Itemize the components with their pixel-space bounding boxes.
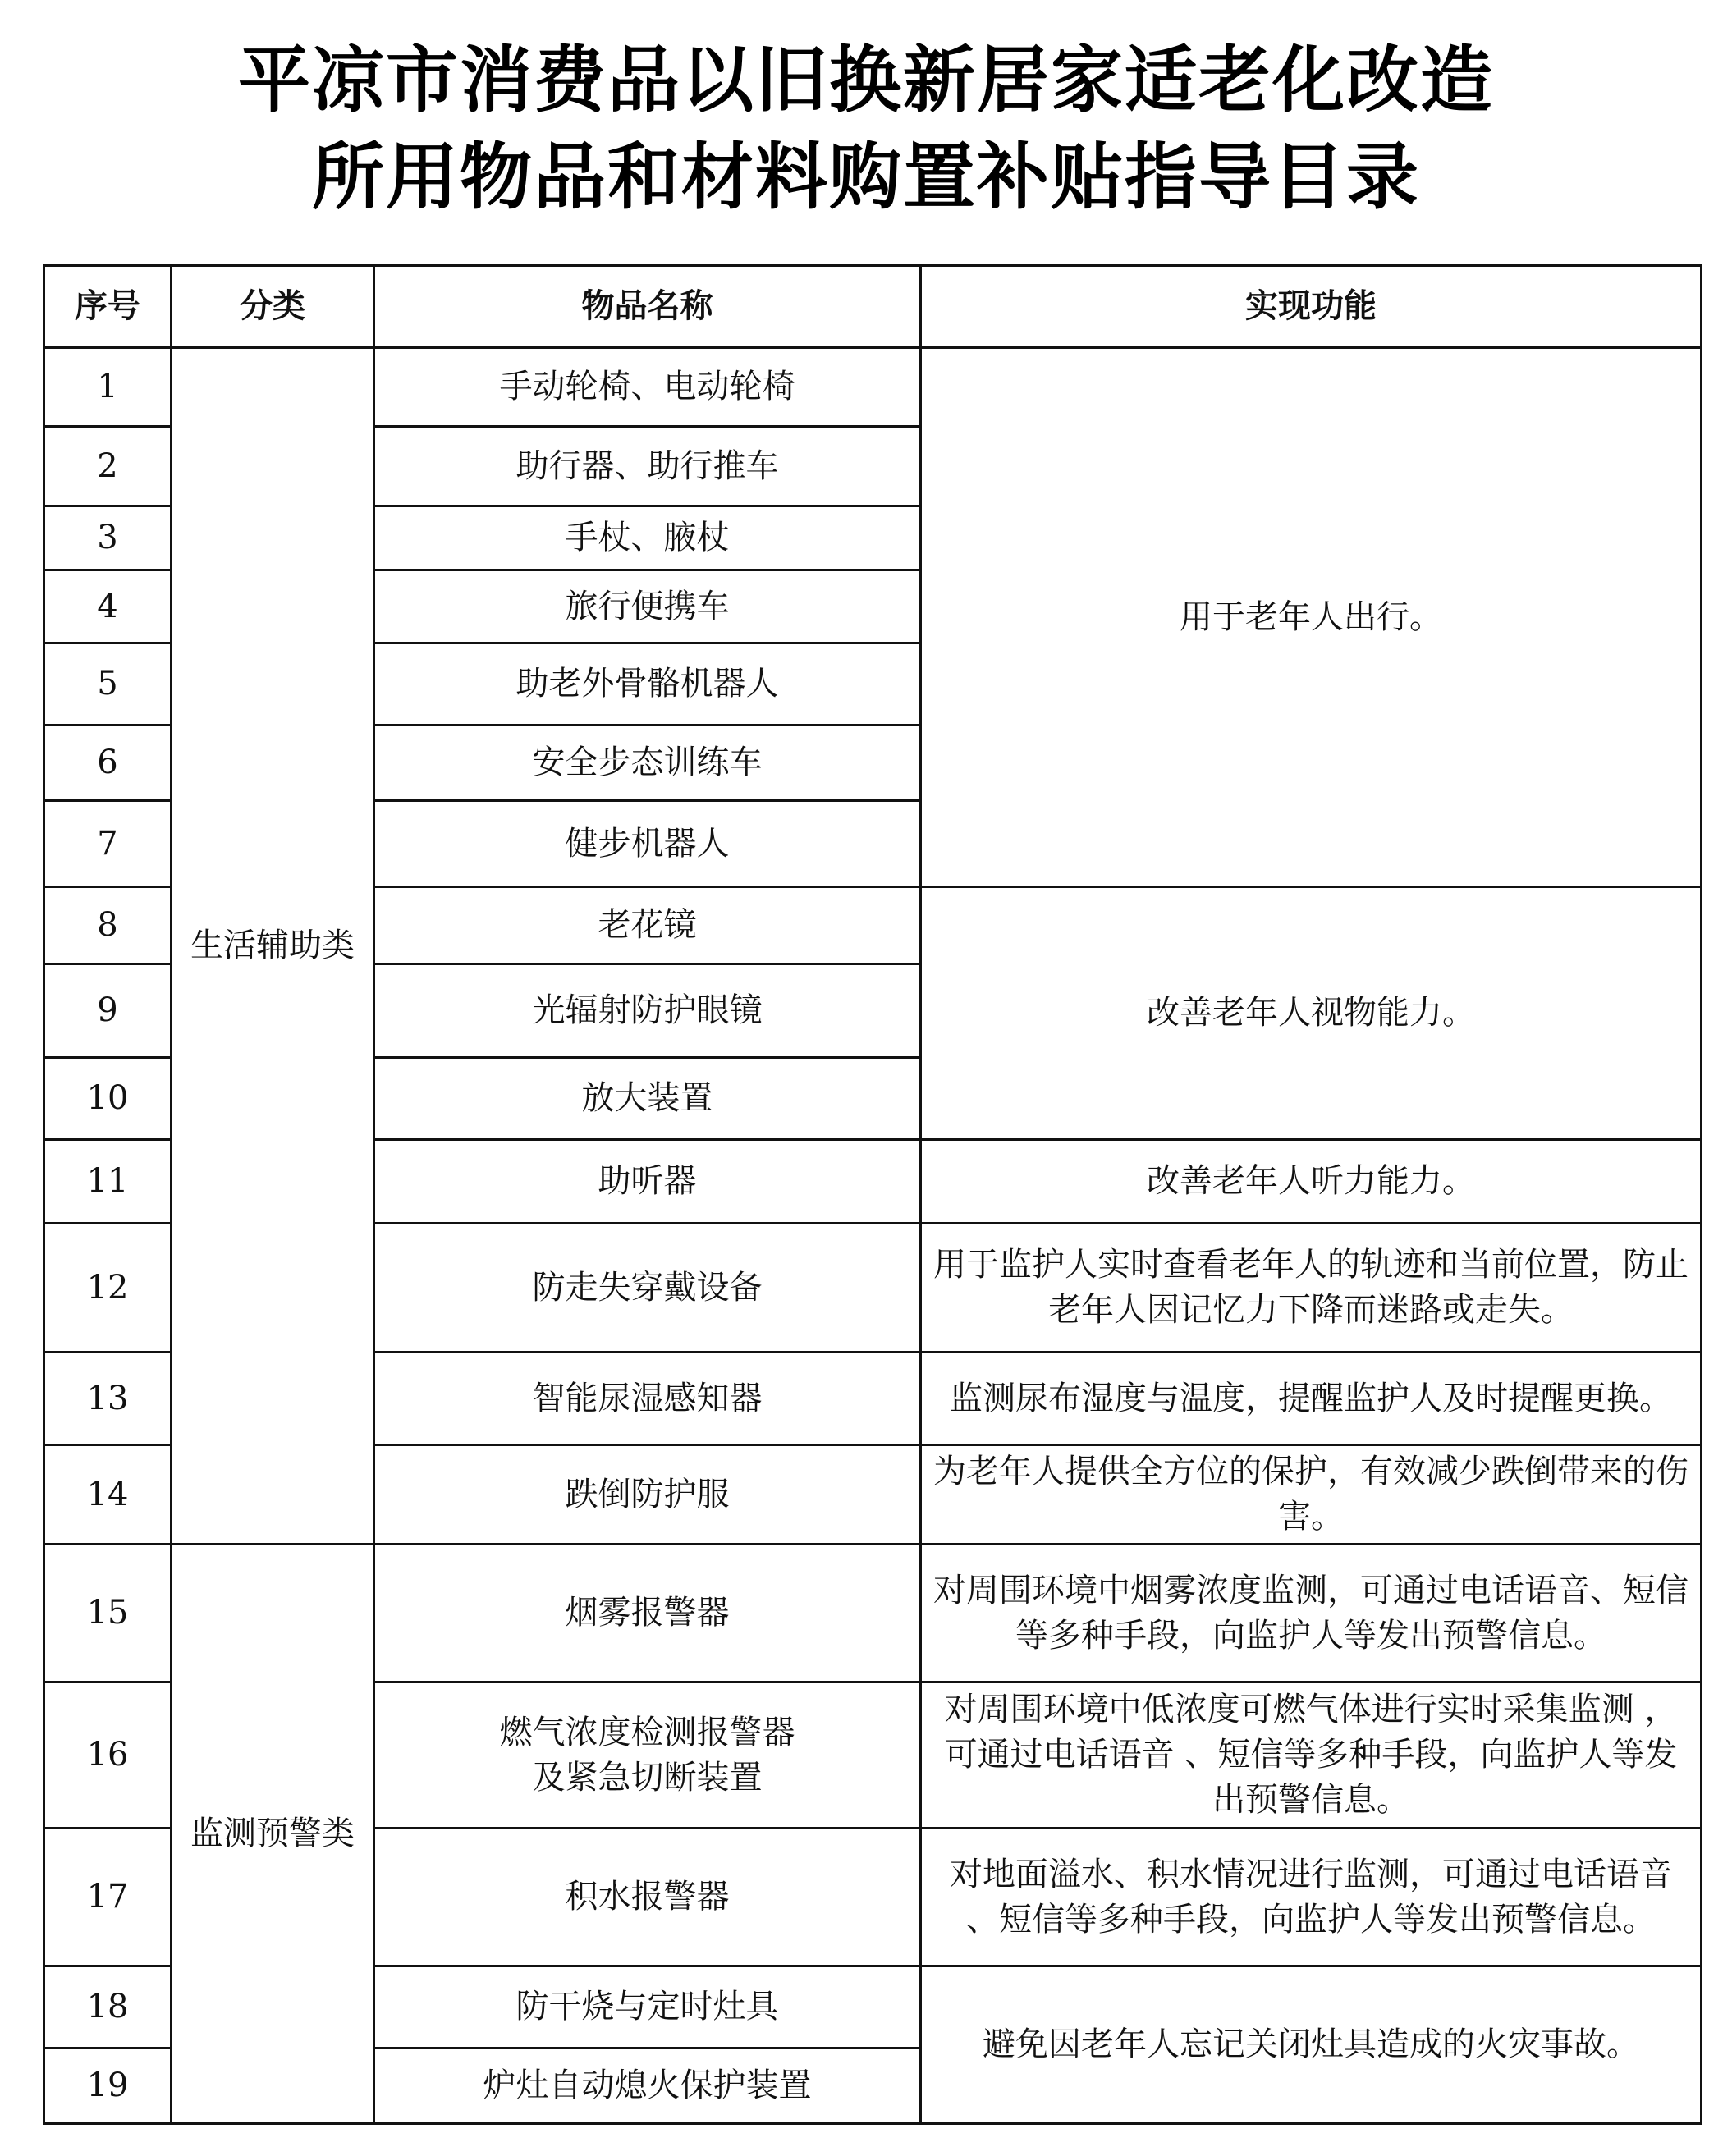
item-name: 旅行便携车: [374, 570, 921, 643]
function-cell: 监测尿布湿度与温度，提醒监护人及时提醒更换。: [921, 1353, 1702, 1445]
function-cell: 用于监护人实时查看老年人的轨迹和当前位置，防止老年人因记忆力下降而迷路或走失。: [921, 1224, 1702, 1353]
row-no: 4: [44, 570, 172, 643]
item-name: 放大装置: [374, 1058, 921, 1140]
row-no: 8: [44, 887, 172, 964]
row-no: 14: [44, 1445, 172, 1545]
row-no: 10: [44, 1058, 172, 1140]
row-no: 19: [44, 2048, 172, 2124]
table-row: [44, 1545, 1702, 1682]
row-no: 16: [44, 1682, 172, 1829]
row-no: 7: [44, 801, 172, 887]
function-cell: 改善老年人听力能力。: [921, 1140, 1702, 1224]
row-no: 3: [44, 506, 172, 570]
row-no: 13: [44, 1353, 172, 1445]
row-no: 18: [44, 1966, 172, 2048]
function-cell: 对周围环境中烟雾浓度监测，可通过电话语音、短信等多种手段，向监护人等发出预警信息。: [921, 1545, 1702, 1682]
table-header-row: [44, 266, 1702, 348]
item-name: 手动轮椅、电动轮椅: [374, 348, 921, 427]
category-cell: 监测预警类: [172, 1545, 374, 2124]
item-name: 助听器: [374, 1140, 921, 1224]
header-category: 分类: [172, 266, 374, 348]
category-cell: 生活辅助类: [172, 348, 374, 1545]
item-name: 助行器、助行推车: [374, 427, 921, 506]
item-name: 老花镜: [374, 887, 921, 964]
header-item-name: 物品名称: [374, 266, 921, 348]
function-cell: 避免因老年人忘记关闭灶具造成的火灾事故。: [921, 1966, 1702, 2124]
title-line-1: 平凉市消费品以旧换新居家适老化改造: [237, 37, 1494, 122]
row-no: 12: [44, 1224, 172, 1353]
header-function: 实现功能: [921, 266, 1702, 348]
item-name: 安全步态训练车: [374, 726, 921, 801]
item-name: [374, 1682, 921, 1829]
row-no: 1: [44, 348, 172, 427]
item-name: 防干烧与定时灶具: [374, 1966, 921, 2048]
function-cell: 对地面溢水、积水情况进行监测，可通过电话语音 、短信等多种手段，向监护人等发出预警信息。: [921, 1829, 1702, 1966]
row-no: 6: [44, 726, 172, 801]
row-no: 17: [44, 1829, 172, 1966]
function-cell: 改善老年人视物能力。: [921, 887, 1702, 1140]
function-cell: 用于老年人出行。: [921, 348, 1702, 887]
item-name: 炉灶自动熄火保护装置: [374, 2048, 921, 2124]
function-cell: 为老年人提供全方位的保护，有效减少跌倒带来的伤害。: [921, 1445, 1702, 1545]
item-name: 跌倒防护服: [374, 1445, 921, 1545]
function-cell: 对周围环境中低浓度可燃气体进行实时采集监测 ，可通过电话语音 、短信等多种手段，向监护人等发出预警信息。: [921, 1682, 1702, 1829]
row-no: 5: [44, 643, 172, 726]
row-no: 9: [44, 964, 172, 1058]
item-name: 防走失穿戴设备: [374, 1224, 921, 1353]
item-name: 积水报警器: [374, 1829, 921, 1966]
table-row: [44, 348, 1702, 427]
item-name: 健步机器人: [374, 801, 921, 887]
row-no: 11: [44, 1140, 172, 1224]
document-title: [0, 31, 1732, 225]
subsidy-catalog-table: [43, 264, 1702, 2125]
item-name-line-1: 燃气浓度检测报警器: [499, 1713, 795, 1751]
item-name: 手杖、腋杖: [374, 506, 921, 570]
item-name: 智能尿湿感知器: [374, 1353, 921, 1445]
item-name: 烟雾报警器: [374, 1545, 921, 1682]
item-name: 光辐射防护眼镜: [374, 964, 921, 1058]
title-line-2: 所用物品和材料购置补贴指导目录: [311, 134, 1420, 219]
header-no: 序号: [44, 266, 172, 348]
row-no: 2: [44, 427, 172, 506]
row-no: 15: [44, 1545, 172, 1682]
item-name-line-2: 及紧急切断装置: [532, 1758, 763, 1797]
item-name: 助老外骨骼机器人: [374, 643, 921, 726]
